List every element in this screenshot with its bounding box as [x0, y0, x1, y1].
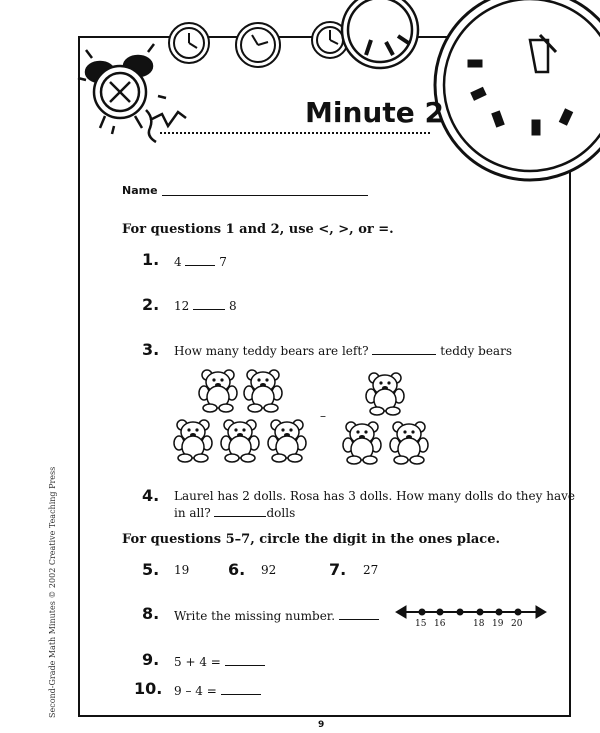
q1-answer-blank[interactable] — [185, 253, 215, 266]
number-line — [396, 606, 546, 618]
question-number: 5. — [142, 560, 160, 579]
q10-answer-blank[interactable] — [221, 682, 261, 695]
number-line-tick — [496, 609, 502, 615]
q2-left-value: 12 — [174, 299, 190, 313]
q4-answer-blank[interactable] — [214, 504, 266, 517]
number-line-label: 15 — [415, 619, 427, 629]
question-3 — [174, 342, 512, 358]
teddy-bear-icon — [366, 373, 404, 415]
q4-unit: dolls — [266, 506, 296, 520]
number-line-label: 20 — [511, 619, 523, 629]
question-number: 9. — [142, 650, 160, 669]
q7-value[interactable]: 27 — [363, 563, 379, 577]
q3-answer-blank[interactable] — [372, 342, 436, 355]
clock-icon — [236, 23, 280, 67]
question-4-line1: Laurel has 2 dolls. Rosa has 3 dolls. How many dolls do they have — [174, 489, 575, 503]
side-credit: Second-Grade Math Minutes © 2002 Creative Teaching Press — [48, 466, 57, 718]
number-line-tick — [437, 609, 443, 615]
instructions-5-7: For questions 5–7, circle the digit in the ones place. — [122, 532, 501, 547]
q6-value[interactable]: 92 — [261, 563, 277, 577]
question-8 — [174, 607, 379, 623]
question-4-line2 — [174, 504, 295, 520]
question-10 — [174, 682, 261, 698]
name-label: Name — [122, 184, 158, 197]
q1-right-value: 7 — [219, 255, 227, 269]
question-1 — [174, 253, 227, 269]
title-dotted-line — [160, 132, 430, 134]
q3-text: How many teddy bears are left? — [174, 344, 369, 358]
number-line-label: 19 — [492, 619, 504, 629]
alarm-clock-icon — [78, 44, 186, 142]
q9-text: 5 + 4 = — [174, 655, 221, 669]
teddy-bear-icon — [390, 422, 428, 464]
question-number: 2. — [142, 295, 160, 314]
q9-answer-blank[interactable] — [225, 653, 265, 666]
name-field[interactable] — [162, 195, 368, 196]
instructions-1-2: For questions 1 and 2, use <, >, or =. — [122, 222, 394, 237]
q1-left-value: 4 — [174, 255, 182, 269]
question-2 — [174, 297, 237, 313]
teddy-bear-icon — [221, 420, 259, 462]
number-line-label: 16 — [434, 619, 446, 629]
teddy-bear-icon — [244, 370, 282, 412]
number-line-label: 18 — [473, 619, 485, 629]
number-line-tick — [457, 609, 463, 615]
clock-icon — [342, 0, 418, 68]
q2-answer-blank[interactable] — [193, 297, 225, 310]
question-number: 7. — [329, 560, 347, 579]
q2-right-value: 8 — [228, 299, 237, 313]
page-title: Minute 2 — [305, 96, 444, 129]
number-line-tick — [515, 609, 521, 615]
question-number: 10. — [134, 679, 163, 698]
teddy-bear-icon — [199, 370, 237, 412]
question-number: 6. — [228, 560, 246, 579]
large-clock-icon — [435, 0, 600, 180]
number-line-tick — [477, 609, 483, 615]
q8-text: Write the missing number. — [174, 609, 336, 623]
q10-text: 9 – 4 = — [174, 684, 217, 698]
teddy-bear-icon — [343, 422, 381, 464]
q3-unit: teddy bears — [440, 344, 512, 358]
q8-answer-blank[interactable] — [339, 607, 379, 620]
question-number: 3. — [142, 340, 160, 359]
question-number: 8. — [142, 604, 160, 623]
teddy-bear-icon — [174, 420, 212, 462]
page-number: 9 — [318, 720, 325, 730]
minus-sign: – — [320, 409, 326, 423]
question-9 — [174, 653, 265, 669]
q4-text: in all? — [174, 506, 211, 520]
question-number: 4. — [142, 486, 160, 505]
question-number: 1. — [142, 250, 160, 269]
clock-icon — [169, 23, 209, 63]
teddy-bear-icon — [268, 420, 306, 462]
q5-value[interactable]: 19 — [174, 563, 190, 577]
number-line-tick — [419, 609, 425, 615]
